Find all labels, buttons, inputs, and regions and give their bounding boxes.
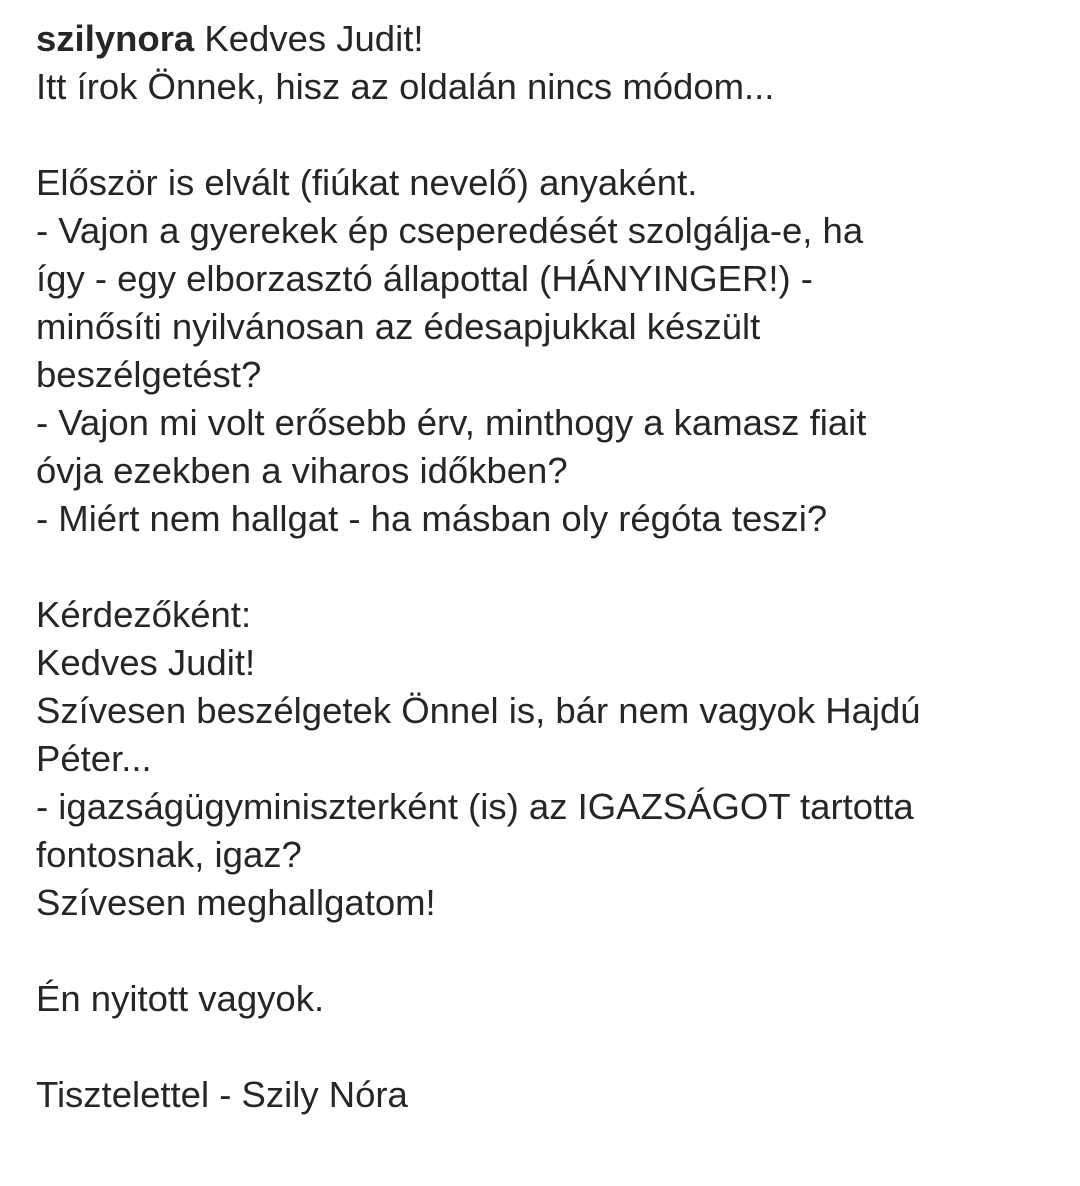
comment-line-12: Kérdezőként: bbox=[36, 594, 252, 635]
comment-line-6: minősíti nyilvánosan az édesapjukkal készült bbox=[36, 306, 761, 347]
comment-blank-line bbox=[36, 927, 1056, 975]
comment-line-5: így - egy elborzasztó állapottal (HÁNYINGER!) - bbox=[36, 258, 813, 299]
comment-signature: Tisztelettel - Szily Nóra bbox=[36, 1074, 408, 1115]
comment-line-16: - igazságügyminiszterként (is) az IGAZSÁGOT tartotta bbox=[36, 786, 914, 827]
comment-line-14: Szívesen beszélgetek Önnel is, bár nem vagyok Hajdú bbox=[36, 690, 921, 731]
comment-blank-line bbox=[36, 111, 1056, 159]
comment-username-link[interactable]: szilynora bbox=[36, 18, 195, 59]
comment-line-4: - Vajon a gyerekek ép cseperedését szolgálja-e, ha bbox=[36, 210, 864, 251]
comment-line-13: Kedves Judit! bbox=[36, 642, 256, 683]
comment-line-18: Szívesen meghallgatom! bbox=[36, 882, 436, 923]
comment-line-20: Én nyitott vagyok. bbox=[36, 978, 325, 1019]
comment-blank-line bbox=[36, 543, 1056, 591]
comment-line-9: óvja ezekben a viharos időkben? bbox=[36, 450, 568, 491]
comment-line-7: beszélgetést? bbox=[36, 354, 262, 395]
comment-line-10: - Miért nem hallgat - ha másban oly régóta teszi? bbox=[36, 498, 828, 539]
comment-line-3: Először is elvált (fiúkat nevelő) anyaként. bbox=[36, 162, 698, 203]
comment-body bbox=[36, 15, 1056, 1119]
comment-line-1: Itt írok Önnek, hisz az oldalán nincs módom... bbox=[36, 66, 775, 107]
comment-line-15: Péter... bbox=[36, 738, 152, 779]
comment-blank-line bbox=[36, 1023, 1056, 1071]
comment-first-line bbox=[36, 15, 1056, 63]
comment-line-17: fontosnak, igaz? bbox=[36, 834, 302, 875]
comment-greeting: Kedves Judit! bbox=[194, 18, 424, 59]
comment-line-8: - Vajon mi volt erősebb érv, minthogy a kamasz fiait bbox=[36, 402, 867, 443]
